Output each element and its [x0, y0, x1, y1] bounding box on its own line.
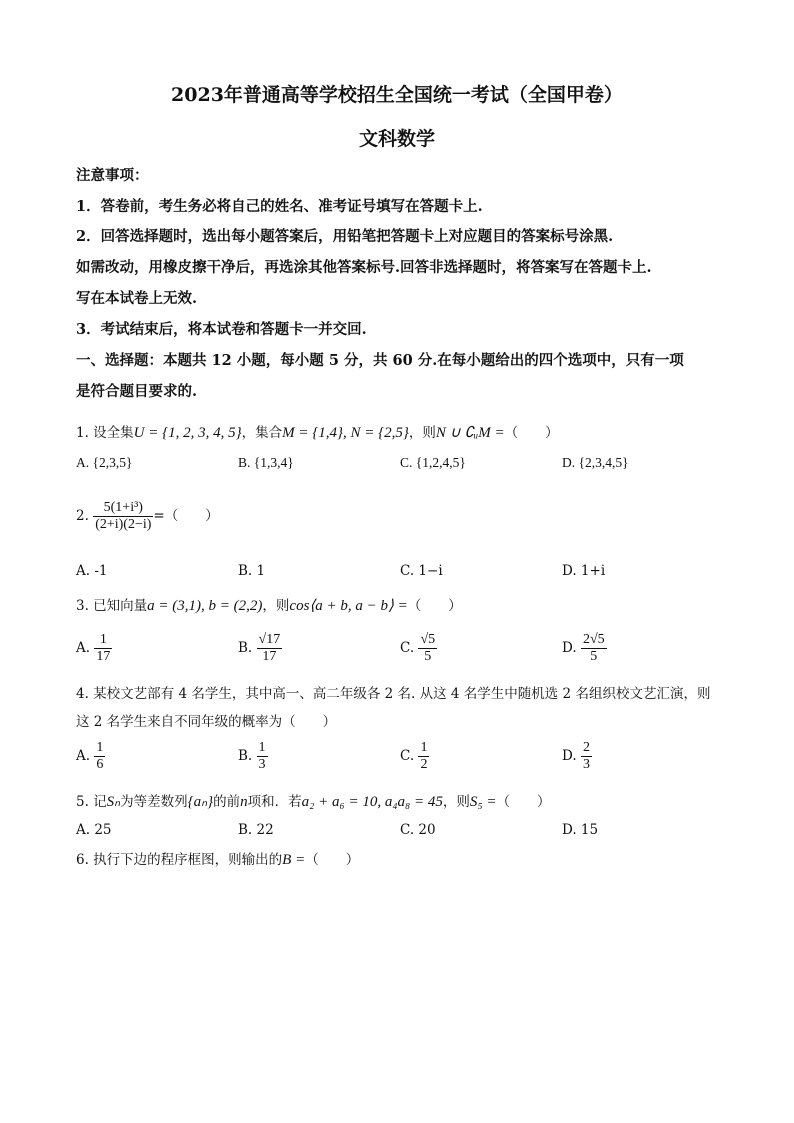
q4-option-c-fraction	[418, 740, 429, 773]
question-3	[76, 594, 736, 615]
q3-option-b[interactable]	[238, 632, 282, 665]
q5-option-c[interactable]: C. 20	[400, 822, 436, 838]
q3-option-d[interactable]	[562, 632, 607, 665]
q3-then: ，则	[262, 598, 290, 614]
q4-option-d-label: D.	[562, 748, 577, 765]
q2-option-c[interactable]: C. 1−i	[400, 563, 443, 579]
q1-set-u: U = {1, 2, 3, 4, 5}	[133, 425, 242, 441]
notice-item-2-cont: 如需改动，用橡皮擦干净后，再选涂其他答案标号.回答非选择题时，将答案写在答题卡上.	[76, 259, 652, 276]
notice-item-2: 2．回答选择题时，选出每小题答案后，用铅笔把答题卡上对应题目的答案标号涂黑.	[76, 228, 614, 245]
q4-option-a-num: 1	[94, 740, 105, 757]
q3-prefix: 3. 已知向量	[76, 598, 148, 614]
q4-option-c[interactable]	[400, 740, 429, 773]
q2-option-d[interactable]: D. 1+i	[562, 563, 606, 579]
question-2	[76, 500, 736, 533]
q5-sn: Sₙ	[106, 794, 121, 810]
q4-option-b-fraction	[257, 740, 268, 773]
q4-option-d-den: 3	[582, 757, 590, 773]
q1-option-c[interactable]: C. {1,2,4,5}	[400, 455, 466, 470]
q1-then: ，则	[408, 425, 436, 441]
q4-option-b-num: 1	[257, 740, 268, 757]
q2-fraction	[93, 500, 153, 533]
q4-option-c-label: C.	[400, 748, 415, 765]
q2-option-b[interactable]: B. 1	[238, 563, 266, 579]
notice-item-2-end: 写在本试卷上无效.	[76, 290, 198, 307]
q1-option-b[interactable]: B. {1,3,4}	[238, 455, 294, 470]
question-6	[76, 848, 736, 869]
q5-text-3: 项和．若	[247, 794, 302, 810]
exam-title: 2023年普通高等学校招生全国统一考试（全国甲卷）	[171, 84, 623, 106]
q1-expression: N ∪ ∁ᵤM =	[435, 425, 505, 441]
q5-sequence: {aₙ}	[187, 794, 214, 810]
q5-option-a[interactable]: A. 25	[76, 822, 112, 838]
q4-option-d[interactable]	[562, 740, 592, 773]
q2-denominator: (2+i)(2−i)	[95, 517, 152, 533]
q3-option-c-num: √5	[418, 632, 437, 649]
q4-option-d-num: 2	[581, 740, 592, 757]
q5-n: n	[240, 794, 248, 810]
q5-s5: S₅ =	[469, 794, 497, 810]
q1-mid: ，集合	[241, 425, 283, 441]
q5-text-2: 的前	[213, 794, 241, 810]
q3-option-c-den: 5	[424, 649, 432, 665]
q3-option-c[interactable]	[400, 632, 437, 665]
q3-option-a-fraction	[94, 632, 112, 665]
notice-item-3: 3．考试结束后，将本试卷和答题卡一并交回.	[76, 321, 367, 338]
q1-prefix: 1. 设全集	[76, 425, 134, 441]
q5-answer-paren: （ ）	[496, 794, 551, 810]
section-heading: 一、选择题：本题共 12 小题，每小题 5 分，共 60 分.在每小题给出的四个选项中，只有一项	[76, 352, 684, 369]
q4-option-b-label: B.	[238, 748, 253, 765]
q4-option-c-num: 1	[418, 740, 429, 757]
q2-numerator: 5(1+i³)	[93, 500, 153, 517]
q4-option-d-fraction	[581, 740, 592, 773]
q4-option-a-fraction	[94, 740, 105, 773]
q3-option-b-den: 17	[262, 649, 277, 665]
question-4-line-2: 这 2 名学生来自不同年级的概率为（ ）	[76, 714, 337, 730]
q3-option-b-label: B.	[238, 640, 253, 657]
section-heading-cont: 是符合题目要求的.	[76, 383, 198, 400]
q5-option-b[interactable]: B. 22	[238, 822, 274, 838]
notice-item-1: 1．答卷前，考生务必将自己的姓名、准考证号填写在答题卡上.	[76, 198, 483, 215]
q3-option-d-label: D.	[562, 640, 577, 657]
q1-option-a[interactable]: A. {2,3,5}	[76, 455, 133, 470]
q6-text: 6. 执行下边的程序框图，则输出的	[76, 852, 283, 868]
q1-option-d[interactable]: D. {2,3,4,5}	[562, 455, 629, 470]
q4-option-c-den: 2	[420, 757, 428, 773]
notice-heading: 注意事项：	[76, 167, 149, 184]
q1-answer-paren: （ ）	[504, 425, 559, 441]
q4-option-a-den: 6	[96, 757, 104, 773]
q3-option-b-fraction	[257, 632, 283, 665]
q5-text-4: ，则	[442, 794, 470, 810]
q2-tail: =（ ）	[153, 508, 219, 525]
question-1	[76, 421, 736, 442]
q3-option-a-num: 1	[94, 632, 112, 649]
q3-option-d-fraction	[581, 632, 607, 665]
q4-option-a[interactable]	[76, 740, 105, 773]
q6-expression: B =	[282, 852, 306, 868]
q5-option-d[interactable]: D. 15	[562, 822, 599, 838]
q3-option-d-num: 2√5	[581, 632, 607, 649]
q4-option-b[interactable]	[238, 740, 268, 773]
question-4-line-1: 4. 某校文艺部有 4 名学生，其中高一、高二年级各 2 名. 从这 4 名学生中随机选 2 名组织校文艺汇演，则	[76, 686, 711, 702]
question-5	[76, 790, 736, 811]
q3-option-a-den: 17	[96, 649, 111, 665]
q5-condition: a₂ + a₆ = 10, a₄a₈ = 45	[301, 794, 443, 810]
q6-answer-paren: （ ）	[305, 852, 360, 868]
q3-answer-paren: （ ）	[407, 598, 462, 614]
q5-text-1: 为等差数列	[120, 794, 188, 810]
q3-option-b-num: √17	[257, 632, 283, 649]
q2-label: 2.	[76, 508, 89, 525]
q3-option-c-fraction	[418, 632, 437, 665]
q3-option-a[interactable]	[76, 632, 112, 665]
q2-option-a[interactable]: A. -1	[76, 563, 108, 579]
q3-vectors: a = (3,1), b = (2,2)	[147, 598, 263, 614]
exam-subtitle: 文科数学	[358, 128, 435, 150]
q3-option-c-label: C.	[400, 640, 415, 657]
q3-option-d-den: 5	[590, 649, 598, 665]
q1-sets-mn: M = {1,4}, N = {2,5}	[282, 425, 409, 441]
q5-prefix: 5. 记	[76, 794, 107, 810]
q3-option-a-label: A.	[76, 640, 91, 657]
q3-expression: cos⟨a + b, a − b⟩ =	[289, 598, 408, 614]
q4-option-b-den: 3	[258, 757, 266, 773]
q4-option-a-label: A.	[76, 748, 91, 765]
